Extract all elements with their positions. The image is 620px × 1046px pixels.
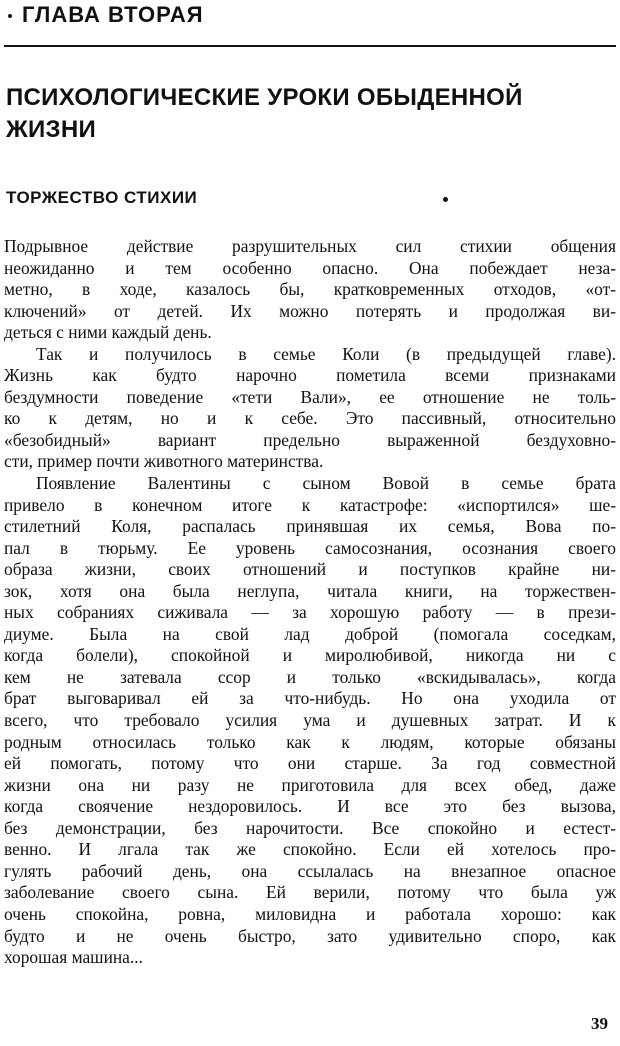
chapter-label: ГЛАВА ВТОРАЯ: [22, 2, 204, 27]
body-text: [4, 236, 616, 969]
body-line: Так и получилось в семье Коли (в предыдущей главе).: [36, 343, 616, 364]
body-line: родным относилась только как к людям, которые обязаны: [4, 731, 616, 752]
body-line: сти, пример почти животного материнства.: [4, 451, 324, 472]
body-line: хорошая машина...: [4, 947, 143, 968]
body-line: Подрывное действие разрушительных сил стихии общения: [4, 236, 616, 256]
body-line: когда болели), спокойной и миролюбивой, никогда ни с: [4, 645, 616, 666]
body-line: будто и не очень быстро, зато удивительно споро, как: [4, 925, 616, 946]
page-number: 39: [591, 1014, 608, 1033]
body-line: когда своячение нездоровилось. И все это без вызова,: [4, 796, 616, 817]
body-line: ключений» от детей. Их можно потерять и продолжая ви-: [4, 300, 616, 321]
header-rule: [4, 45, 616, 47]
body-line: пал в тюрьму. Ее уровень самосознания, осознания своего: [4, 537, 616, 558]
body-line: жизни она ни разу не приготовила для всех обед, даже: [4, 774, 616, 795]
section-heading: ТОРЖЕСТВО СТИХИИ: [6, 188, 198, 207]
body-line: без демонстрации, без нарочитости. Все спокойно и естест-: [4, 817, 616, 838]
body-line: заболевание своего сына. Ей верили, потому что была уж: [4, 882, 616, 903]
body-line: Появление Валентины с сыном Вовой в семье брата: [36, 473, 616, 494]
decorative-dot: [443, 197, 448, 202]
body-line: неожиданно и тем особенно опасно. Она побеждает неза-: [4, 257, 616, 278]
bullet-dot: [8, 14, 12, 18]
body-line: ных собраниях сиживала — за хорошую работу — в прези-: [4, 602, 616, 623]
body-line: бездумности поведение «тети Вали», ее отношение не толь-: [4, 386, 616, 407]
body-line: венно. И лгала так же спокойно. Если ей хотелось про-: [4, 839, 616, 860]
body-line: «безобидный» вариант предельно выраженной бездуховно-: [4, 429, 616, 450]
chapter-title: [6, 82, 606, 146]
body-line: диуме. Была на свой лад доброй (помогала соседкам,: [4, 623, 616, 644]
body-line: очень спокойна, ровна, миловидна и работала хорошо: как: [4, 903, 616, 924]
body-line: гулять рабочий день, она ссылалась на внезапное опасное: [4, 860, 616, 881]
body-line: Жизнь как будто нарочно пометила всеми признаками: [4, 365, 616, 386]
body-line: привело в конечном итоге к катастрофе: «испортился» ше-: [4, 494, 616, 515]
body-line: всего, что требовало усилия ума и душевных затрат. И к: [4, 710, 616, 731]
chapter-title-line-2: ЖИЗНИ: [6, 116, 97, 143]
body-line: метно, в ходе, казалось бы, кратковременных отходов, «от-: [4, 279, 616, 300]
body-line: брат выговаривал ей за что-нибудь. Но она уходила от: [4, 688, 616, 709]
body-line: кем не затевала ссор и только «вскидывалась», когда: [4, 666, 616, 687]
body-line: образа жизни, своих отношений и поступков крайне ни-: [4, 559, 616, 580]
body-line: ей помогать, потому что они старше. За год совместной: [4, 753, 616, 774]
body-line: зок, хотя она была неглупа, читала книги, на торжествен-: [4, 580, 616, 601]
body-line: деться с ними каждый день.: [4, 322, 212, 343]
body-line: ко к детям, но и к себе. Это пассивный, относительно: [4, 408, 616, 429]
body-line: стилетний Коля, распалась принявшая их семья, Вова по-: [4, 516, 616, 537]
chapter-title-line-1: ПСИХОЛОГИЧЕСКИЕ УРОКИ ОБЫДЕННОЙ: [6, 84, 523, 111]
chapter-heading: [8, 2, 204, 28]
